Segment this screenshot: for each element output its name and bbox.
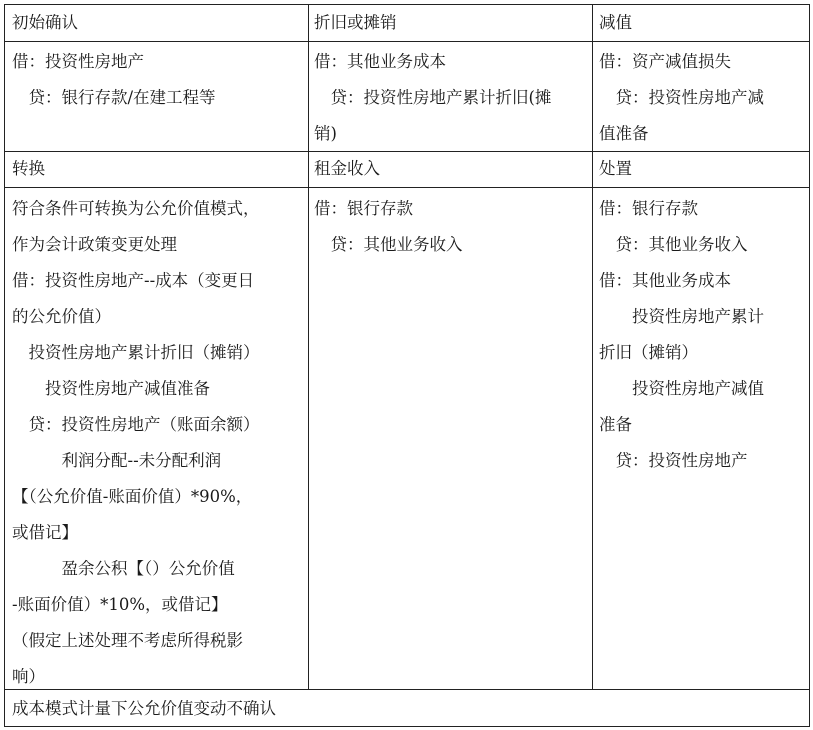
entry-line: 响） xyxy=(12,667,45,686)
row-divider xyxy=(5,41,809,42)
row-divider xyxy=(5,187,809,188)
header-impairment: 减值 xyxy=(599,13,632,32)
entry-line: 符合条件可转换为公允价值模式， xyxy=(12,199,260,218)
initial-recognition-entry xyxy=(12,44,216,116)
entry-line: 贷：银行存款/在建工程等 xyxy=(12,88,216,107)
entry-line: 投资性房地产减值 xyxy=(599,379,764,398)
entry-line: 或借记】 xyxy=(12,523,78,542)
footer-note: 成本模式计量下公允价值变动不确认 xyxy=(12,699,276,718)
accounting-table xyxy=(4,4,810,727)
entry-line: -账面价值）*10%，或借记】 xyxy=(12,595,228,614)
entry-line: 盈余公积【（）公允价值 xyxy=(12,559,235,578)
entry-line: 借：投资性房地产 xyxy=(12,52,144,71)
entry-line: 【（公允价值-账面价值）*90%， xyxy=(12,487,253,506)
rental-income-entry xyxy=(314,191,463,263)
entry-line: 销) xyxy=(314,124,337,143)
column-divider xyxy=(308,5,309,689)
entry-line: 贷：其他业务收入 xyxy=(599,235,748,254)
entry-line: 贷：其他业务收入 xyxy=(314,235,463,254)
entry-line: 值准备 xyxy=(599,124,649,143)
entry-line: 利润分配--未分配利润 xyxy=(12,451,222,470)
conversion-entry xyxy=(12,191,260,695)
entry-line: 借：资产减值损失 xyxy=(599,52,731,71)
entry-line: 投资性房地产减值准备 xyxy=(12,379,210,398)
entry-line: 的公允价值） xyxy=(12,307,111,326)
entry-line: 投资性房地产累计折旧（摊销） xyxy=(12,343,260,362)
entry-line: 借：其他业务成本 xyxy=(314,52,446,71)
disposal-entry xyxy=(599,191,764,479)
entry-line: （假定上述处理不考虑所得税影 xyxy=(12,631,243,650)
header-depreciation-amortization: 折旧或摊销 xyxy=(314,13,397,32)
entry-line: 贷：投资性房地产减 xyxy=(599,88,764,107)
entry-line: 借：银行存款 xyxy=(599,199,698,218)
entry-line: 贷：投资性房地产累计折旧(摊 xyxy=(314,88,552,107)
header-disposal: 处置 xyxy=(599,159,632,178)
entry-line: 借：其他业务成本 xyxy=(599,271,731,290)
header-rental-income: 租金收入 xyxy=(314,159,380,178)
entry-line: 作为会计政策变更处理 xyxy=(12,235,177,254)
entry-line: 贷：投资性房地产 xyxy=(599,451,748,470)
impairment-entry xyxy=(599,44,764,152)
header-initial-recognition: 初始确认 xyxy=(12,13,78,32)
depreciation-entry xyxy=(314,44,551,152)
entry-line: 借：银行存款 xyxy=(314,199,413,218)
entry-line: 投资性房地产累计 xyxy=(599,307,764,326)
entry-line: 贷：投资性房地产（账面余额） xyxy=(12,415,260,434)
entry-line: 准备 xyxy=(599,415,632,434)
entry-line: 借：投资性房地产--成本（变更日 xyxy=(12,271,255,290)
column-divider xyxy=(592,5,593,689)
header-conversion: 转换 xyxy=(12,159,45,178)
entry-line: 折旧（摊销） xyxy=(599,343,698,362)
